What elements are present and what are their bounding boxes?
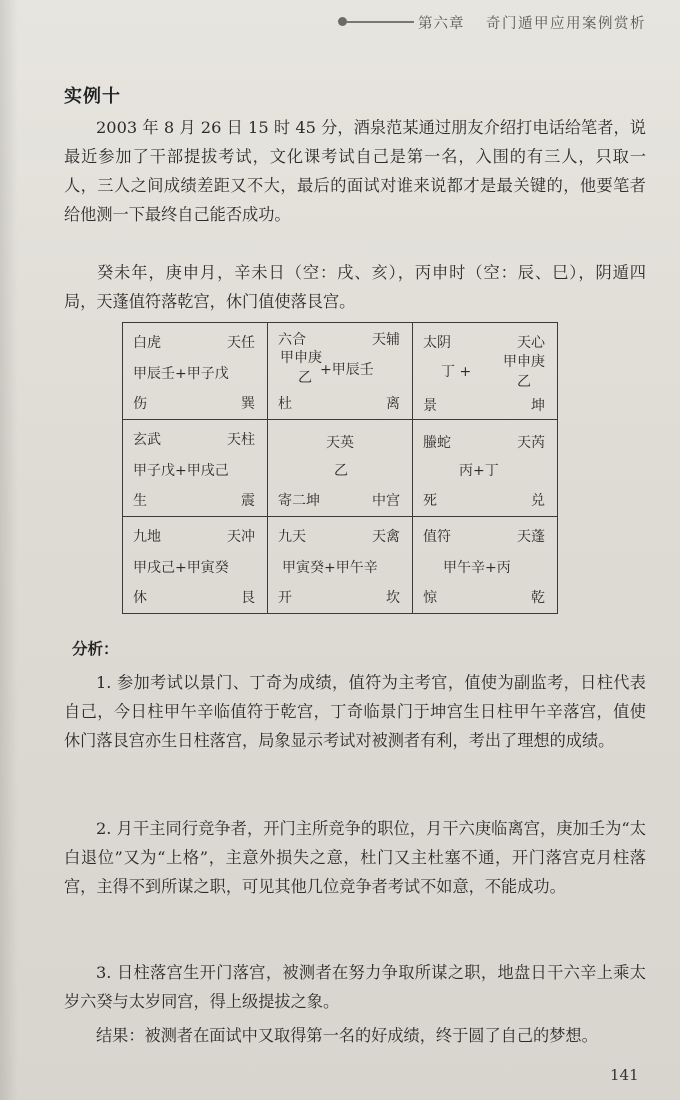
xun-door: 伤 xyxy=(133,396,147,412)
result-text: 结果：被测者在面试中又取得第一名的好成绩，终于圆了自己的梦想。 xyxy=(96,1026,598,1045)
intro-paragraph xyxy=(64,113,646,229)
center-palace: 中宫 xyxy=(372,493,400,509)
kan-door: 开 xyxy=(278,590,292,606)
center-note: 寄二坤 xyxy=(278,493,320,509)
analysis-point-2 xyxy=(64,814,646,901)
qian-palace: 乾 xyxy=(531,590,545,606)
palace-kan xyxy=(268,517,413,614)
li-stems-right: +甲辰壬 xyxy=(320,362,374,378)
kun-door: 景 xyxy=(423,398,437,414)
center-star: 天英 xyxy=(326,435,354,451)
qian-stems: 甲午辛+丙 xyxy=(443,560,511,576)
palace-dui xyxy=(413,420,558,517)
kan-god: 九天 xyxy=(278,529,306,545)
result-paragraph xyxy=(64,1021,646,1050)
setup-text: 癸未年，庚申月，辛未日（空：戌、亥），丙申时（空：辰、巳），阴遁四局，天蓬值符落乾宫，休门值使落艮宫。 xyxy=(64,263,646,311)
li-door: 杜 xyxy=(278,396,292,412)
analysis-point-3 xyxy=(64,958,646,1016)
palace-qian xyxy=(413,517,558,614)
analysis-point-1 xyxy=(64,668,646,755)
palace-zhen xyxy=(123,420,268,517)
intro-text: 2003 年 8 月 26 日 15 时 45 分，酒泉范某通过朋友介绍打电话给笔者，说最近参加了干部提拔考试，文化课考试自己是第一名，入围的有三人，只取一人，三人之间成绩差距又不大，最后的面试对谁来说都才是最关键的，他要笔者给他测一下最终自己能否成功。 xyxy=(64,118,646,224)
center-stem: 乙 xyxy=(334,463,348,479)
xun-stems: 甲辰壬+甲子戊 xyxy=(133,366,229,382)
gen-door: 休 xyxy=(133,590,147,606)
kan-palace: 坎 xyxy=(386,590,400,606)
kun-god: 太阴 xyxy=(423,335,451,351)
palace-center xyxy=(268,420,413,517)
qimen-chart-table xyxy=(122,322,558,614)
qian-god: 值符 xyxy=(423,529,451,545)
zhen-palace: 震 xyxy=(241,493,255,509)
xun-star: 天任 xyxy=(227,335,255,351)
xun-palace: 巽 xyxy=(241,396,255,412)
zhen-door: 生 xyxy=(133,493,147,509)
kun-stems-left: 丁 + xyxy=(441,364,472,380)
kun-stems-line1: 甲申庚 xyxy=(503,354,545,370)
dui-palace: 兑 xyxy=(531,493,545,509)
li-palace: 离 xyxy=(386,396,400,412)
kun-star: 天心 xyxy=(517,335,545,351)
kun-palace: 坤 xyxy=(531,398,545,414)
analysis-label: 分析： xyxy=(72,640,119,658)
case-heading: 实例十 xyxy=(64,86,121,107)
page-number: 141 xyxy=(610,1066,639,1084)
gen-stems: 甲戌己+甲寅癸 xyxy=(133,560,229,576)
page-gutter-shadow xyxy=(0,0,18,1100)
dui-door: 死 xyxy=(423,493,437,509)
li-stems-line1: 甲申庚 xyxy=(280,350,322,366)
analysis-point-2-text: 2. 月干主同行竞争者，开门主所竞争的职位，月干六庚临离宫，庚加壬为“太白退位”又为“上格”，主意外损失之意，杜门又主杜塞不通，开门落宫克月柱落宫，主得不到所谋之职，可见其他几位竞争者考试不如意，不能成功。 xyxy=(64,819,646,896)
zhen-god: 玄武 xyxy=(133,432,161,448)
gen-palace: 艮 xyxy=(241,590,255,606)
li-star: 天辅 xyxy=(372,332,400,348)
zhen-star: 天柱 xyxy=(227,432,255,448)
gen-star: 天冲 xyxy=(227,529,255,545)
xun-god: 白虎 xyxy=(133,335,161,351)
header-rule-ornament xyxy=(346,21,414,23)
qian-star: 天蓬 xyxy=(517,529,545,545)
palace-li xyxy=(268,323,413,420)
header-chapter: 第六章 xyxy=(418,16,465,32)
gen-god: 九地 xyxy=(133,529,161,545)
setup-paragraph xyxy=(64,258,646,316)
analysis-point-1-text: 1. 参加考试以景门、丁奇为成绩，值符为主考官，值使为副监考，日柱代表自己，今日柱甲午辛临值符于乾宫，丁奇临景门于坤宫生日柱甲午辛落宫，值使休门落艮宫亦生日柱落宫，局象显示考试对被测者有利，考出了理想的成绩。 xyxy=(64,673,646,750)
running-header xyxy=(338,10,658,38)
palace-kun xyxy=(413,323,558,420)
dui-stems: 丙+丁 xyxy=(459,463,499,479)
kan-star: 天禽 xyxy=(372,529,400,545)
li-god: 六合 xyxy=(278,332,306,348)
qian-door: 惊 xyxy=(423,590,437,606)
analysis-point-3-text: 3. 日柱落宫生开门落宫，被测者在努力争取所谋之职，地盘日干六辛上乘太岁六癸与太岁同宫，得上级提拔之象。 xyxy=(64,963,646,1011)
palace-gen xyxy=(123,517,268,614)
palace-xun xyxy=(123,323,268,420)
dui-star: 天芮 xyxy=(517,435,545,451)
header-title: 奇门遁甲应用案例赏析 xyxy=(486,16,646,32)
zhen-stems: 甲子戊+甲戌己 xyxy=(133,463,229,479)
li-stems-left: 乙 xyxy=(298,370,312,386)
dui-god: 螣蛇 xyxy=(423,435,451,451)
kun-stems-right: 乙 xyxy=(517,374,531,390)
kan-stems: 甲寅癸+甲午辛 xyxy=(282,560,378,576)
